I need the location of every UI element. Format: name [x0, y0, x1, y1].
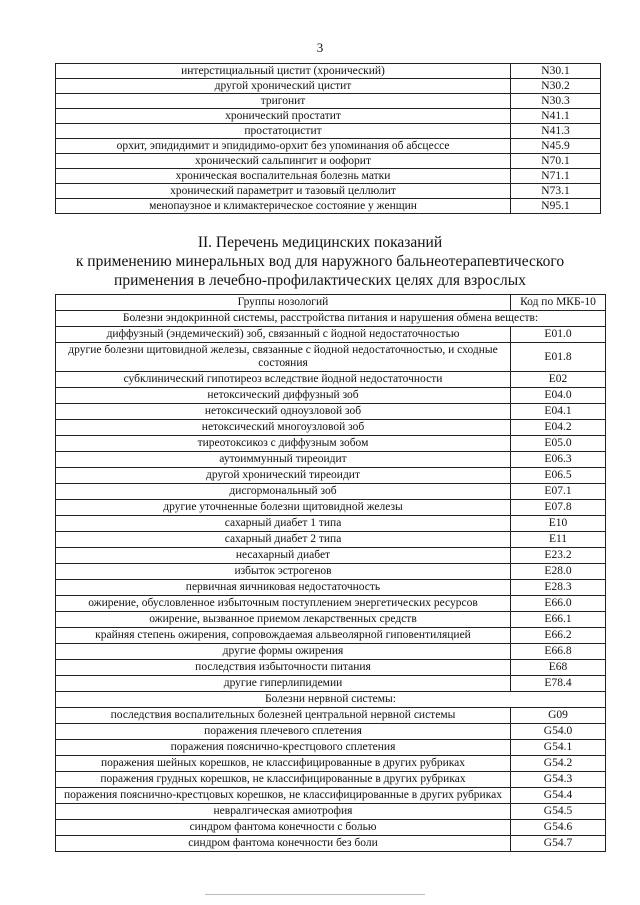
group-title: Болезни эндокринной системы, расстройства питания и нарушения обмена веществ:: [56, 311, 606, 327]
table-row: [56, 372, 606, 388]
icd-code: E01.0: [511, 327, 606, 343]
nosology-name: первичная яичниковая недостаточность: [56, 580, 511, 596]
table-row: [56, 516, 606, 532]
table-row: [56, 199, 601, 214]
nosology-name: несахарный диабет: [56, 548, 511, 564]
icd-code: E68: [511, 660, 606, 676]
table-row: [56, 612, 606, 628]
icd-code: E05.0: [511, 436, 606, 452]
icd-code: G54.0: [511, 724, 606, 740]
icd-code: G09: [511, 708, 606, 724]
icd-code: E78.4: [511, 676, 606, 692]
table-row: [56, 772, 606, 788]
icd-code: G54.4: [511, 788, 606, 804]
table-row: [56, 169, 601, 184]
bottom-stamp-line: [205, 894, 425, 901]
table-row: [56, 484, 606, 500]
icd-code: N41.1: [511, 109, 601, 124]
nosology-name: тригонит: [56, 94, 511, 109]
icd-code: E66.8: [511, 644, 606, 660]
table-row: [56, 660, 606, 676]
nosology-name: менопаузное и климактерическое состояние у женщин: [56, 199, 511, 214]
table-row: [56, 184, 601, 199]
nosology-name: субклинический гипотиреоз вследствие йодной недостаточности: [56, 372, 511, 388]
table-row: [56, 628, 606, 644]
nosology-name: невралгическая амиотрофия: [56, 804, 511, 820]
nosology-name: последствия воспалительных болезней центральной нервной системы: [56, 708, 511, 724]
section-subtitle-line1: к применению минеральных вод для наружного бальнеотерапевтического: [75, 253, 565, 270]
table-row: [56, 548, 606, 564]
nosology-name: сахарный диабет 1 типа: [56, 516, 511, 532]
table-row: [56, 708, 606, 724]
icd-code: G54.7: [511, 836, 606, 852]
icd-code: N45.9: [511, 139, 601, 154]
header-nosology-groups: Группы нозологий: [56, 295, 511, 311]
table-header-row: [56, 295, 606, 311]
nosology-name: орхит, эпидидимит и эпидидимо-орхит без упоминания об абсцессе: [56, 139, 511, 154]
section-subtitle-line2: применения в лечебно-профилактических целях для взрослых: [114, 272, 526, 289]
table-row: [56, 343, 606, 372]
table-row: [56, 740, 606, 756]
nosology-name: нетоксический диффузный зоб: [56, 388, 511, 404]
nosology-name: синдром фантома конечности с болью: [56, 820, 511, 836]
table-row: [56, 500, 606, 516]
table-row: [56, 596, 606, 612]
icd-code: E06.5: [511, 468, 606, 484]
section-heading: [0, 233, 640, 290]
table-row: [56, 532, 606, 548]
nosology-name: ожирение, вызванное приемом лекарственных средств: [56, 612, 511, 628]
icd-code: E02: [511, 372, 606, 388]
table-row: [56, 124, 601, 139]
icd-code: G54.3: [511, 772, 606, 788]
nosology-name: поражения пояснично-крестцовых корешков, не классифицированные в других рубриках: [56, 788, 511, 804]
icd-code: E04.2: [511, 420, 606, 436]
nosology-name: поражения плечевого сплетения: [56, 724, 511, 740]
nosology-name: хронический сальпингит и оофорит: [56, 154, 511, 169]
table-urological-indications: [55, 63, 601, 214]
nosology-name: нетоксический одноузловой зоб: [56, 404, 511, 420]
nosology-name: ожирение, обусловленное избыточным поступлением энергетических ресурсов: [56, 596, 511, 612]
icd-code: N73.1: [511, 184, 601, 199]
section-title: II. Перечень медицинских показаний: [197, 234, 443, 251]
nosology-name: поражения пояснично-крестцового сплетения: [56, 740, 511, 756]
nosology-name: поражения грудных корешков, не классифицированные в других рубриках: [56, 772, 511, 788]
icd-code: N30.2: [511, 79, 601, 94]
page-number: 3: [316, 40, 324, 55]
table-row: [56, 79, 601, 94]
table-row: [56, 388, 606, 404]
table-row: [56, 327, 606, 343]
table-row: [56, 724, 606, 740]
table-row: [56, 452, 606, 468]
table-row: [56, 804, 606, 820]
nosology-name: хронический параметрит и тазовый целлюлит: [56, 184, 511, 199]
icd-code: N95.1: [511, 199, 601, 214]
table-row: [56, 436, 606, 452]
nosology-name: аутоиммунный тиреоидит: [56, 452, 511, 468]
nosology-name: диффузный (эндемический) зоб, связанный с йодной недостаточностью: [56, 327, 511, 343]
table-row: [56, 836, 606, 852]
nosology-name: сахарный диабет 2 типа: [56, 532, 511, 548]
icd-code: E66.2: [511, 628, 606, 644]
icd-code: N71.1: [511, 169, 601, 184]
table2-body: [56, 311, 606, 852]
icd-code: G54.5: [511, 804, 606, 820]
icd-code: E04.1: [511, 404, 606, 420]
icd-code: G54.2: [511, 756, 606, 772]
icd-code: E10: [511, 516, 606, 532]
icd-code: G54.1: [511, 740, 606, 756]
icd-code: E11: [511, 532, 606, 548]
table-row: [56, 564, 606, 580]
icd-code: E28.3: [511, 580, 606, 596]
icd-code: N41.3: [511, 124, 601, 139]
group-row: [56, 311, 606, 327]
nosology-name: другой хронический цистит: [56, 79, 511, 94]
nosology-name: другие болезни щитовидной железы, связанные с йодной недостаточностью, и сходные состояния: [56, 343, 511, 372]
icd-code: N70.1: [511, 154, 601, 169]
table-row: [56, 94, 601, 109]
header-icd10-code: Код по МКБ-10: [511, 295, 606, 311]
nosology-name: избыток эстрогенов: [56, 564, 511, 580]
nosology-name: нетоксический многоузловой зоб: [56, 420, 511, 436]
icd-code: N30.1: [511, 64, 601, 79]
nosology-name: последствия избыточности питания: [56, 660, 511, 676]
nosology-name: другие уточненные болезни щитовидной железы: [56, 500, 511, 516]
group-row: [56, 692, 606, 708]
table-row: [56, 468, 606, 484]
table-row: [56, 64, 601, 79]
icd-code: E66.1: [511, 612, 606, 628]
nosology-name: поражения шейных корешков, не классифицированные в других рубриках: [56, 756, 511, 772]
table-balneotherapy-indications: [55, 294, 606, 852]
nosology-name: другой хронический тиреоидит: [56, 468, 511, 484]
icd-code: E28.0: [511, 564, 606, 580]
table1-body: [56, 64, 601, 214]
nosology-name: простатоцистит: [56, 124, 511, 139]
icd-code: E04.0: [511, 388, 606, 404]
table-row: [56, 676, 606, 692]
nosology-name: дисгормональный зоб: [56, 484, 511, 500]
nosology-name: тиреотоксикоз с диффузным зобом: [56, 436, 511, 452]
table-row: [56, 580, 606, 596]
icd-code: E01.8: [511, 343, 606, 372]
nosology-name: хронический простатит: [56, 109, 511, 124]
nosology-name: хроническая воспалительная болезнь матки: [56, 169, 511, 184]
icd-code: G54.6: [511, 820, 606, 836]
icd-code: N30.3: [511, 94, 601, 109]
table-row: [56, 139, 601, 154]
icd-code: E66.0: [511, 596, 606, 612]
group-title: Болезни нервной системы:: [56, 692, 606, 708]
table-row: [56, 109, 601, 124]
nosology-name: синдром фантома конечности без боли: [56, 836, 511, 852]
nosology-name: другие формы ожирения: [56, 644, 511, 660]
table-row: [56, 788, 606, 804]
nosology-name: интерстициальный цистит (хронический): [56, 64, 511, 79]
table-row: [56, 644, 606, 660]
nosology-name: другие гиперлипидемии: [56, 676, 511, 692]
icd-code: E07.8: [511, 500, 606, 516]
table-row: [56, 420, 606, 436]
table-row: [56, 756, 606, 772]
icd-code: E23.2: [511, 548, 606, 564]
table-row: [56, 404, 606, 420]
table-row: [56, 820, 606, 836]
nosology-name: крайняя степень ожирения, сопровождаемая альвеолярной гиповентиляцией: [56, 628, 511, 644]
icd-code: E07.1: [511, 484, 606, 500]
icd-code: E06.3: [511, 452, 606, 468]
table-row: [56, 154, 601, 169]
